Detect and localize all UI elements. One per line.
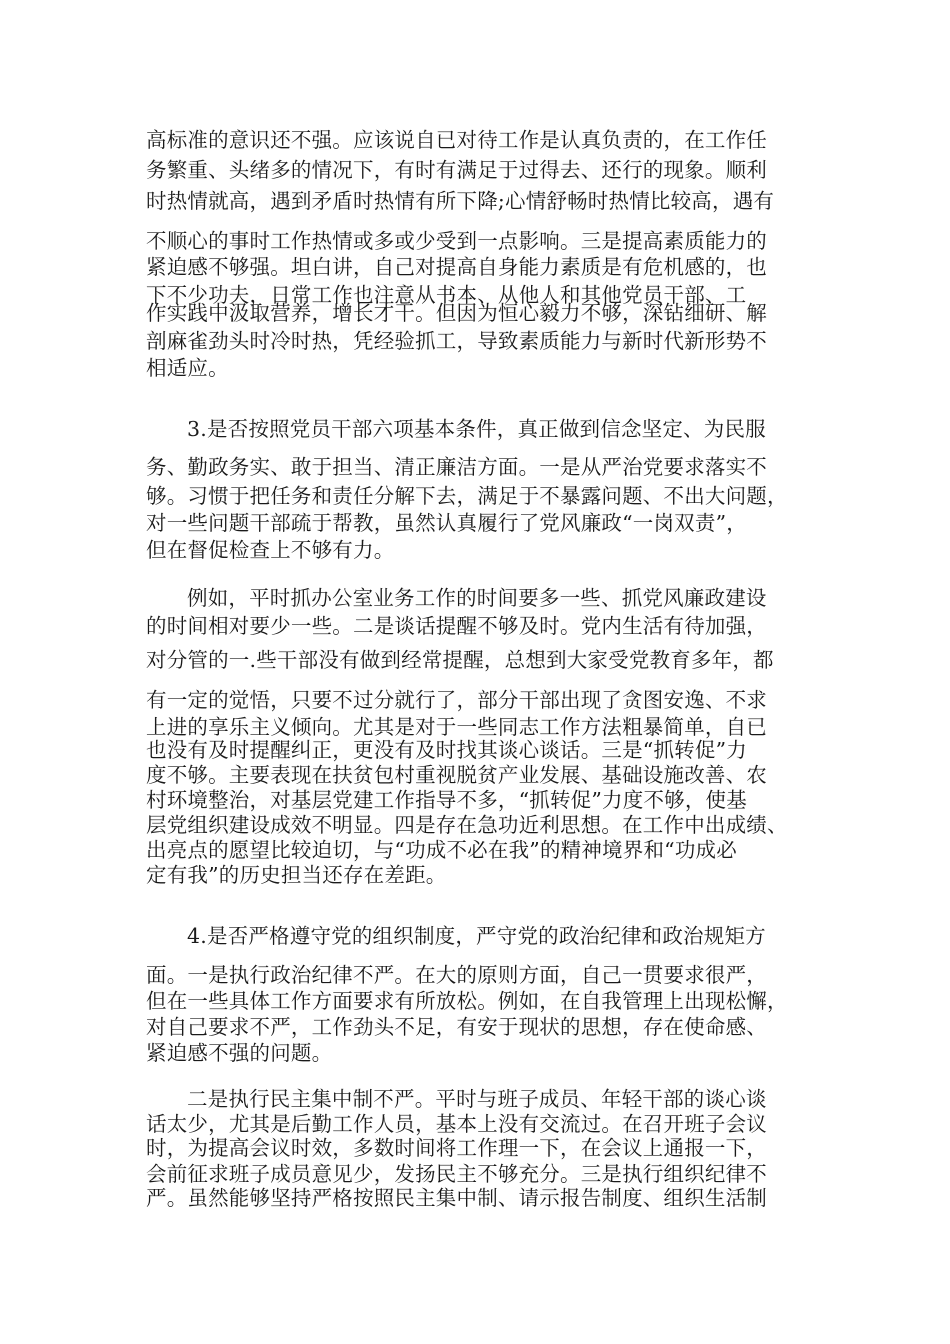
text-line: 严。虽然能够坚持严格按照民主集中制、请示报告制度、组织生活制 bbox=[146, 1186, 767, 1210]
text-line: 够。习惯于把任务和责任分解下去，满足于不暴露问题、不出大问题， bbox=[146, 484, 788, 508]
text-line: 下不少功夫，日常工作也注意从书本、从他人和其他党员干部、工 bbox=[146, 283, 747, 307]
text-line: 但在一些具体工作方面要求有所放松。例如，在自我管理上出现松懈， bbox=[146, 989, 788, 1013]
text-line: 作实践中汲取营养，增长才干。但因为恒心毅力不够，深钻细研、解 bbox=[146, 301, 767, 325]
text-line: 层党组织建设成效不明显。四是存在急功近利思想。在工作中出成绩、 bbox=[146, 813, 788, 837]
paragraph-heading-4: 4.是否严格遵守党的组织制度，严守党的政治纪律和政治规矩方 bbox=[187, 924, 766, 948]
text-line: 高标准的意识还不强。应该说自已对待工作是认真负责的，在工作任 bbox=[146, 128, 767, 152]
text-line: 紧迫感不强的问题。 bbox=[146, 1041, 333, 1065]
text-line: 对分管的一.些干部没有做到经常提醒，总想到大家受党教育多年，都 bbox=[146, 648, 774, 672]
text-line: 会前征求班子成员意见少，发扬民主不够充分。三是执行组织纪律不 bbox=[146, 1162, 767, 1186]
text-line: 上进的享乐主义倾向。尤其是对于一些同志工作方法粗暴简单，自已 bbox=[146, 715, 767, 739]
text-line: 但在督促检查上不够有力。 bbox=[146, 538, 395, 562]
text-line: 时热情就高，遇到矛盾时热情有所下降;心情舒畅时热情比较高，遇有 bbox=[146, 189, 775, 213]
text-line: 出亮点的愿望比较迫切，与“功成不必在我”的精神境界和“功成必 bbox=[146, 838, 737, 862]
text-line: 剖麻雀劲头时冷时热，凭经验抓工，导致素质能力与新时代新形势不 bbox=[146, 329, 767, 353]
paragraph-heading-3: 3.是否按照党员干部六项基本条件，真正做到信念坚定、为民服 bbox=[187, 417, 766, 441]
text-line: 二是执行民主集中制不严。平时与班子成员、年轻干部的谈心谈 bbox=[187, 1087, 767, 1111]
text-line: 度不够。主要表现在扶贫包村重视脱贫产业发展、基础设施改善、农 bbox=[146, 763, 767, 787]
text-line: 也没有及时提醒纠正，更没有及时找其谈心谈话。三是“抓转促”力 bbox=[146, 738, 747, 762]
text-line: 定有我”的历史担当还存在差距。 bbox=[146, 863, 447, 887]
text-line: 对自己要求不严，工作劲头不足，有安于现状的思想，存在使命感、 bbox=[146, 1015, 767, 1039]
text-line: 相适应。 bbox=[146, 356, 229, 380]
text-line: 对一些问题干部疏于帮教，虽然认真履行了党风廉政“一岗双责”， bbox=[146, 511, 747, 535]
text-line: 紧迫感不够强。坦白讲，自己对提高自身能力素质是有危机感的，也 bbox=[146, 255, 767, 279]
text-line: 话太少，尤其是后勤工作人员，基本上没有交流过。在召开班子会议 bbox=[146, 1112, 767, 1136]
text-line: 面。一是执行政治纪律不严。在大的原则方面，自己一贯要求很严， bbox=[146, 963, 767, 987]
text-line: 务、勤政务实、敢于担当、清正廉洁方面。一是从严治党要求落实不 bbox=[146, 455, 767, 479]
text-line: 的时间相对要少一些。二是谈话提醒不够及时。党内生活有待加强， bbox=[146, 614, 767, 638]
text-line: 例如，平时抓办公室业务工作的时间要多一些、抓党风廉政建设 bbox=[187, 586, 767, 610]
text-line: 时，为提高会议时效，多数时间将工作理一下，在会议上通报一下， bbox=[146, 1136, 767, 1160]
text-line: 村环境整治，对基层党建工作指导不多，“抓转促”力度不够，使基 bbox=[146, 788, 747, 812]
text-line: 不顺心的事时工作热情或多或少受到一点影响。三是提高素质能力的 bbox=[146, 229, 767, 253]
text-line: 有一定的觉悟，只要不过分就行了，部分干部出现了贪图安逸、不求 bbox=[146, 688, 767, 712]
text-line: 务繁重、头绪多的情况下，有时有满足于过得去、还行的现象。顺利 bbox=[146, 158, 767, 182]
